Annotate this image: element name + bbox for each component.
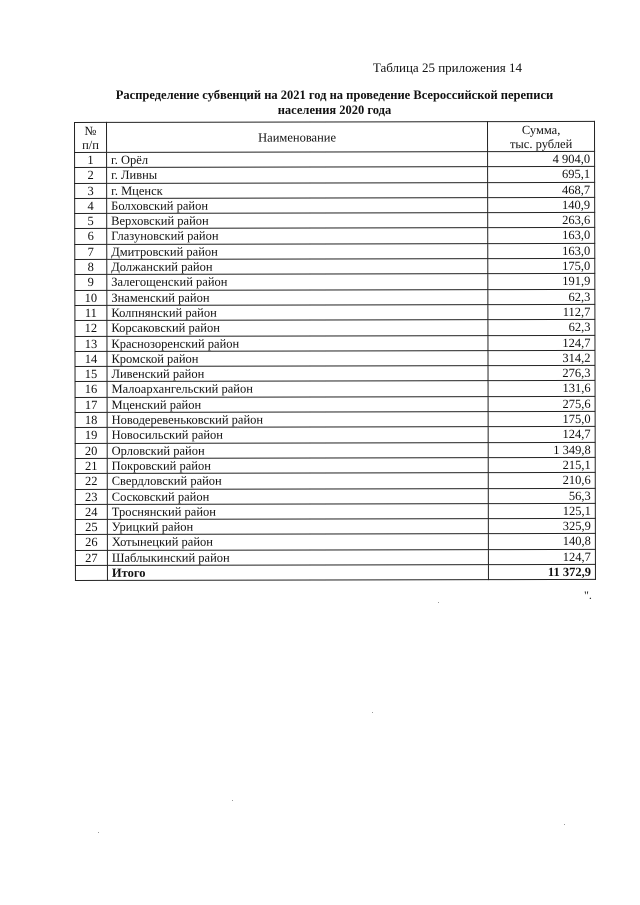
row-number: 18	[75, 412, 107, 427]
closing-quote: ".	[584, 588, 592, 602]
scan-speck	[438, 602, 439, 603]
row-number: 11	[75, 305, 107, 320]
table-row	[75, 258, 595, 274]
table-row	[75, 304, 595, 320]
table-row	[75, 427, 595, 443]
row-name: Верховский район	[107, 213, 488, 229]
row-name: г. Орёл	[107, 152, 488, 168]
row-sum: 140,9	[488, 197, 595, 213]
table-row	[75, 549, 595, 565]
row-name: Орловский район	[107, 442, 488, 458]
row-name: Знаменский район	[107, 289, 488, 305]
row-sum: 124,7	[489, 549, 596, 565]
row-sum: 175,0	[488, 411, 595, 427]
table-header-row	[75, 121, 595, 152]
row-number: 5	[75, 214, 107, 229]
title-line-1: Распределение субвенций на 2021 год на проведение Всероссийской переписи	[115, 88, 554, 102]
col-header-number	[75, 122, 107, 152]
row-name: Сосковский район	[107, 488, 488, 504]
row-sum: 1 349,8	[488, 442, 595, 458]
scan-speck	[98, 832, 99, 833]
row-number: 16	[75, 382, 107, 397]
table-row	[75, 167, 595, 183]
row-sum: 62,3	[488, 320, 595, 336]
table-row	[75, 320, 595, 336]
col-header-sum	[488, 121, 595, 151]
table-row	[75, 488, 595, 504]
row-name: Покровский район	[107, 458, 488, 474]
col-header-number-line2: п/п	[82, 137, 99, 152]
row-number: 21	[75, 458, 107, 473]
row-sum: 163,0	[488, 228, 595, 244]
row-name: Глазуновский район	[107, 228, 488, 244]
title-line-2: населения 2020 года	[277, 103, 392, 117]
row-number: 24	[75, 504, 107, 519]
total-num-cell	[75, 565, 107, 580]
row-name: Новосильский район	[107, 427, 488, 443]
row-name: Урицкий район	[107, 519, 488, 535]
row-name: Колпнянский район	[107, 305, 488, 321]
row-sum: 56,3	[488, 488, 595, 504]
table-row	[75, 350, 595, 366]
row-number: 7	[75, 244, 107, 259]
table-row	[75, 197, 595, 213]
row-name: Новодеревеньковский район	[107, 412, 488, 428]
row-sum: 263,6	[488, 213, 595, 229]
row-number: 25	[75, 520, 107, 535]
row-sum: 276,3	[488, 366, 595, 382]
row-name: Кромской район	[107, 350, 488, 366]
row-sum: 124,7	[488, 427, 595, 443]
row-name: Ливенский район	[107, 366, 488, 382]
table-row	[75, 274, 595, 290]
row-name: Залегощенский район	[107, 274, 488, 290]
scan-speck	[232, 800, 233, 801]
row-name: Мценский район	[107, 396, 488, 412]
row-number: 13	[75, 336, 107, 351]
row-sum: 210,6	[488, 473, 595, 489]
table-row	[75, 503, 595, 519]
row-name: Корсаковский район	[107, 320, 488, 336]
row-name: Хотынецкий район	[107, 534, 488, 550]
table-body	[75, 151, 596, 565]
table-row	[75, 151, 595, 167]
table-row	[75, 289, 595, 305]
table-row	[75, 381, 595, 397]
row-number: 22	[75, 474, 107, 489]
col-header-number-line1: №	[84, 123, 97, 138]
table-row	[75, 442, 595, 458]
table-row	[75, 473, 595, 489]
table-row	[75, 228, 595, 244]
row-name: Троснянский район	[107, 503, 488, 519]
row-name: Дмитровский район	[107, 243, 488, 259]
row-number: 15	[75, 367, 107, 382]
row-number: 26	[75, 535, 107, 550]
row-sum: 124,7	[488, 335, 595, 351]
row-number: 23	[75, 489, 107, 504]
scan-speck	[564, 824, 565, 825]
table-row	[75, 534, 595, 550]
row-sum: 468,7	[488, 182, 595, 198]
row-sum: 275,6	[488, 396, 595, 412]
row-sum: 175,0	[488, 258, 595, 274]
table-row	[75, 243, 595, 259]
row-sum: 125,1	[488, 503, 595, 519]
table-row	[75, 366, 595, 382]
row-number: 19	[75, 428, 107, 443]
row-number: 1	[75, 152, 107, 167]
row-number: 20	[75, 443, 107, 458]
col-header-sum-line1: Сумма,	[521, 122, 561, 137]
row-number: 6	[75, 229, 107, 244]
row-name: г. Ливны	[107, 167, 488, 183]
row-number: 9	[75, 275, 107, 290]
row-number: 4	[75, 198, 107, 213]
row-sum: 695,1	[488, 167, 595, 183]
row-name: Болховский район	[107, 198, 488, 214]
row-name: Малоархангельский район	[107, 381, 488, 397]
row-number: 17	[75, 397, 107, 412]
total-row	[75, 564, 595, 580]
row-sum: 215,1	[488, 457, 595, 473]
table-row	[75, 335, 595, 351]
row-name: Шаблыкинский район	[107, 549, 488, 565]
col-header-sum-line2: тыс. рублей	[509, 136, 573, 151]
row-sum: 163,0	[488, 243, 595, 259]
row-sum: 140,8	[489, 534, 596, 550]
row-number: 2	[75, 168, 107, 183]
table-reference: Таблица 25 приложения 14	[372, 60, 522, 75]
row-sum: 314,2	[488, 350, 595, 366]
subsidy-table	[74, 121, 596, 581]
row-sum: 325,9	[488, 519, 595, 535]
row-number: 10	[75, 290, 107, 305]
row-number: 27	[75, 550, 107, 565]
row-sum: 112,7	[488, 304, 595, 320]
table-row	[75, 411, 595, 427]
row-number: 12	[75, 321, 107, 336]
total-label: Итого	[107, 565, 488, 581]
row-number: 8	[75, 260, 107, 275]
table-row	[75, 213, 595, 229]
table-row	[75, 182, 595, 198]
row-sum: 4 904,0	[488, 151, 595, 167]
table-row	[75, 457, 595, 473]
document-title	[74, 88, 595, 118]
row-number: 3	[75, 183, 107, 198]
row-name: Должанский район	[107, 259, 488, 275]
table-row	[75, 396, 595, 412]
row-number: 14	[75, 351, 107, 366]
row-name: Краснозоренский район	[107, 335, 488, 351]
row-sum: 62,3	[488, 289, 595, 305]
col-header-name: Наименование	[106, 122, 487, 153]
row-sum: 191,9	[488, 274, 595, 290]
table-row	[75, 519, 595, 535]
total-sum: 11 372,9	[489, 564, 596, 580]
row-sum: 131,6	[488, 381, 595, 397]
row-name: г. Мценск	[107, 182, 488, 198]
row-name: Свердловский район	[107, 473, 488, 489]
scan-speck	[372, 712, 373, 713]
